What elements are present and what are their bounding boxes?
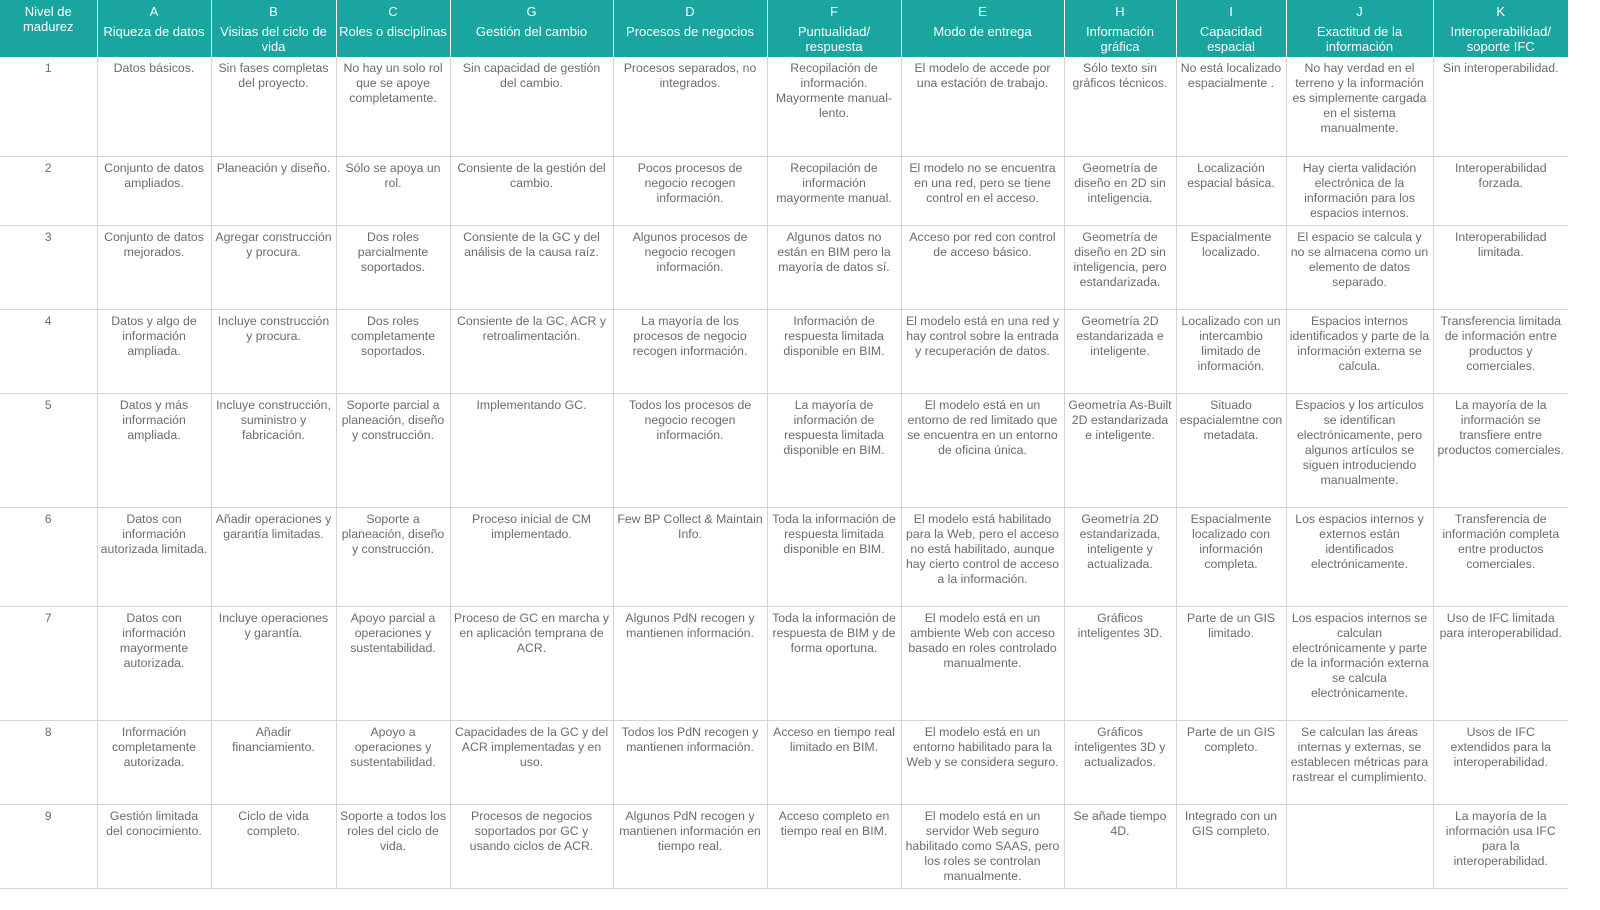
table-cell: Localizado con un intercambio limitado de información. [1176, 309, 1286, 393]
maturity-level-cell: 5 [0, 393, 97, 507]
table-cell: El modelo no se encuentra en una red, pero se tiene control en el acceso. [901, 156, 1064, 225]
table-cell: El modelo está en un ambiente Web con acceso basado en roles controlado manualmente. [901, 606, 1064, 720]
table-cell: Espacialmente localizado. [1176, 225, 1286, 309]
table-cell: Algunos PdN recogen y mantienen información en tiempo real. [613, 804, 767, 888]
header-label: Gestión del cambio [475, 24, 588, 39]
table-cell: Agregar construcción y procura. [211, 225, 336, 309]
header-column-b [211, 0, 336, 57]
table-cell: No está localizado espacialmente . [1176, 57, 1286, 156]
header-letter: B [269, 4, 278, 19]
table-cell: Usos de IFC extendidos para la interoperabilidad. [1433, 720, 1568, 804]
table-cell: Geometría de diseño en 2D sin inteligencia. [1064, 156, 1176, 225]
table-cell: Geometría 2D estandarizada, inteligente y actualizada. [1064, 507, 1176, 606]
table-cell: Recopilación de información. Mayormente manual-lento. [767, 57, 901, 156]
table-cell: Situado espacialemtne con metadata. [1176, 393, 1286, 507]
maturity-level-cell: 8 [0, 720, 97, 804]
header-letter: K [1496, 4, 1506, 19]
table-cell: Gráficos inteligentes 3D y actualizados. [1064, 720, 1176, 804]
table-cell: Algunos datos no están en BIM pero la mayoría de datos sí. [767, 225, 901, 309]
table-cell: No hay verdad en el terreno y la información es simplemente cargada en el sistema manualmente. [1286, 57, 1433, 156]
table-row [0, 57, 1568, 156]
table-cell: Sin fases completas del proyecto. [211, 57, 336, 156]
table-row [0, 393, 1568, 507]
table-cell: Datos con información autorizada limitada. [97, 507, 211, 606]
header-column-f [767, 0, 901, 57]
table-row [0, 156, 1568, 225]
table-row [0, 309, 1568, 393]
table-cell: Datos con información mayormente autorizada. [97, 606, 211, 720]
table-cell: El modelo está en una red y hay control sobre la entrada y recuperación de datos. [901, 309, 1064, 393]
table-cell: Interoperabilidad forzada. [1433, 156, 1568, 225]
header-letter: G [526, 4, 537, 19]
header-column-j [1286, 0, 1433, 57]
table-cell: Geometría 2D estandarizada e inteligente. [1064, 309, 1176, 393]
table-cell: Datos básicos. [97, 57, 211, 156]
table-cell: La mayoría de información de respuesta limitada disponible en BIM. [767, 393, 901, 507]
table-cell: Sin interoperabilidad. [1433, 57, 1568, 156]
header-label: Información gráfica [1086, 24, 1154, 54]
header-label: Capacidad espacial [1199, 24, 1263, 54]
table-cell: El espacio se calcula y no se almacena como un elemento de datos separado. [1286, 225, 1433, 309]
table-cell: Información completamente autorizada. [97, 720, 211, 804]
table-cell: Interoperabilidad limitada. [1433, 225, 1568, 309]
table-cell: Algunos procesos de negocio recogen información. [613, 225, 767, 309]
header-letter: E [978, 4, 987, 19]
table-cell: Sólo texto sin gráficos técnicos. [1064, 57, 1176, 156]
table-cell: Espacios y los artículos se identifican electrónicamente, pero algunos artículos se siguen introduciendo manualmente. [1286, 393, 1433, 507]
table-cell: Datos y más información ampliada. [97, 393, 211, 507]
table-cell: Espacios internos identificados y parte de la información externa se calcula. [1286, 309, 1433, 393]
table-cell: Sólo se apoya un rol. [336, 156, 450, 225]
table-cell: Acceso por red con control de acceso básico. [901, 225, 1064, 309]
table-cell: Planeación y diseño. [211, 156, 336, 225]
header-level [0, 0, 97, 57]
header-letter: A [149, 4, 159, 19]
table-cell: Acceso en tiempo real limitado en BIM. [767, 720, 901, 804]
header-letter: H [1115, 4, 1125, 19]
table-cell: El modelo está en un servidor Web seguro habilitado como SAAS, pero los roles se controlan manualmente. [901, 804, 1064, 888]
maturity-level-cell: 3 [0, 225, 97, 309]
table-cell: Incluye construcción, suministro y fabricación. [211, 393, 336, 507]
table-cell: Espacialmente localizado con información completa. [1176, 507, 1286, 606]
table-cell: Dos roles parcialmente soportados. [336, 225, 450, 309]
table-cell: Procesos separados, no integrados. [613, 57, 767, 156]
table-cell: Incluye operaciones y garantía. [211, 606, 336, 720]
table-cell: Localización espacial básica. [1176, 156, 1286, 225]
table-cell: Los espacios internos se calculan electrónicamente y parte de la información externa se calcula electrónicamente. [1286, 606, 1433, 720]
table-cell: Proceso de GC en marcha y en aplicación temprana de ACR. [450, 606, 613, 720]
table-row [0, 507, 1568, 606]
header-row [0, 0, 1568, 57]
table-cell: Todos los procesos de negocio recogen información. [613, 393, 767, 507]
header-letter: I [1229, 4, 1233, 19]
table-cell: Geometría As-Built 2D estandarizada e inteligente. [1064, 393, 1176, 507]
header-label: Interoperabilidad/ soporte IFC [1450, 24, 1551, 54]
table-row [0, 606, 1568, 720]
header-column-g [450, 0, 613, 57]
table-cell: Ciclo de vida completo. [211, 804, 336, 888]
table-cell [1286, 804, 1433, 888]
maturity-level-cell: 1 [0, 57, 97, 156]
header-label: Modo de entrega [933, 24, 1032, 39]
table-body [0, 57, 1568, 888]
table-cell: Pocos procesos de negocio recogen información. [613, 156, 767, 225]
header-column-a [97, 0, 211, 57]
maturity-level-cell: 7 [0, 606, 97, 720]
table-cell: Capacidades de la GC y del ACR implementadas y en uso. [450, 720, 613, 804]
table-cell: Few BP Collect & Maintain Info. [613, 507, 767, 606]
header-column-i [1176, 0, 1286, 57]
table-cell: Algunos PdN recogen y mantienen información. [613, 606, 767, 720]
header-label: Riqueza de datos [103, 24, 205, 39]
table-cell: Añadir financiamiento. [211, 720, 336, 804]
table-cell: El modelo está en un entorno de red limitado que se encuentra en un entorno de oficina única. [901, 393, 1064, 507]
table-cell: Proceso inicial de CM implementado. [450, 507, 613, 606]
header-column-c [336, 0, 450, 57]
maturity-level-cell: 6 [0, 507, 97, 606]
table-cell: Uso de IFC limitada para interoperabilidad. [1433, 606, 1568, 720]
table-cell: El modelo está en un entorno habilitado para la Web y se considera seguro. [901, 720, 1064, 804]
table-cell: La mayoría de los procesos de negocio recogen información. [613, 309, 767, 393]
maturity-level-cell: 9 [0, 804, 97, 888]
table-cell: Consiente de la GC, ACR y retroalimentación. [450, 309, 613, 393]
header-letter: D [685, 4, 695, 19]
table-cell: Implementando GC. [450, 393, 613, 507]
table-cell: Apoyo a operaciones y sustentabilidad. [336, 720, 450, 804]
table-cell: Parte de un GIS limitado. [1176, 606, 1286, 720]
header-letter: J [1356, 4, 1363, 19]
table-row [0, 720, 1568, 804]
table-cell: Información de respuesta limitada disponible en BIM. [767, 309, 901, 393]
table-cell: Añadir operaciones y garantía limitadas. [211, 507, 336, 606]
table-cell: Conjunto de datos ampliados. [97, 156, 211, 225]
header-column-h [1064, 0, 1176, 57]
header-letter: C [388, 4, 398, 19]
header-label: Exactitud de la información [1316, 24, 1403, 54]
table-cell: Soporte a todos los roles del ciclo de vida. [336, 804, 450, 888]
table-cell: Sin capacidad de gestión del cambio. [450, 57, 613, 156]
table-cell: El modelo de accede por una estación de trabajo. [901, 57, 1064, 156]
header-label: Roles o disciplinas [339, 24, 447, 39]
header-label: Puntualidad/ respuesta [797, 24, 871, 54]
header-column-d [613, 0, 767, 57]
header-letter: Nivel de madurez [22, 4, 74, 34]
table-cell: Incluye construcción y procura. [211, 309, 336, 393]
table-cell: Gráficos inteligentes 3D. [1064, 606, 1176, 720]
header-column-k [1433, 0, 1568, 57]
table-cell: Apoyo parcial a operaciones y sustentabilidad. [336, 606, 450, 720]
table-cell: Datos y algo de información ampliada. [97, 309, 211, 393]
maturity-level-cell: 4 [0, 309, 97, 393]
table-cell: Los espacios internos y externos están identificados electrónicamente. [1286, 507, 1433, 606]
table-cell: Integrado con un GIS completo. [1176, 804, 1286, 888]
table-cell: Soporte parcial a planeación, diseño y construcción. [336, 393, 450, 507]
table-cell: Acceso completo en tiempo real en BIM. [767, 804, 901, 888]
table-cell: Conjunto de datos mejorados. [97, 225, 211, 309]
table-cell: Soporte a planeación, diseño y construcción. [336, 507, 450, 606]
table-row [0, 225, 1568, 309]
table-cell: Se calculan las áreas internas y externas, se establecen métricas para rastrear el cumplimiento. [1286, 720, 1433, 804]
table-cell: Se añade tiempo 4D. [1064, 804, 1176, 888]
table-cell: Gestión limitada del conocimiento. [97, 804, 211, 888]
table-cell: Consiente de la gestión del cambio. [450, 156, 613, 225]
table-cell: Procesos de negocios soportados por GC y usando ciclos de ACR. [450, 804, 613, 888]
table-header [0, 0, 1568, 57]
header-letter: F [830, 4, 838, 19]
header-label: Procesos de negocios [626, 24, 754, 39]
table-cell: La mayoría de la información usa IFC para la interoperabilidad. [1433, 804, 1568, 888]
table-cell: Geometría de diseño en 2D sin inteligencia, pero estandarizada. [1064, 225, 1176, 309]
maturity-level-cell: 2 [0, 156, 97, 225]
table-cell: Recopilación de información mayormente manual. [767, 156, 901, 225]
table-cell: Parte de un GIS completo. [1176, 720, 1286, 804]
table-cell: El modelo está habilitado para la Web, pero el acceso no está habilitado, aunque hay cierto control de acceso a la información. [901, 507, 1064, 606]
table-row [0, 804, 1568, 888]
table-cell: Toda la información de respuesta limitada disponible en BIM. [767, 507, 901, 606]
header-label: Visitas del ciclo de vida [220, 24, 327, 54]
table-cell: Transferencia limitada de información entre productos y comerciales. [1433, 309, 1568, 393]
table-cell: La mayoría de la información se transfiere entre productos comerciales. [1433, 393, 1568, 507]
table-cell: No hay un solo rol que se apoye completamente. [336, 57, 450, 156]
table-cell: Dos roles completamente soportados. [336, 309, 450, 393]
table-cell: Consiente de la GC y del análisis de la causa raíz. [450, 225, 613, 309]
table-cell: Hay cierta validación electrónica de la información para los espacios internos. [1286, 156, 1433, 225]
table-cell: Todos los PdN recogen y mantienen información. [613, 720, 767, 804]
table-cell: Toda la información de respuesta de BIM y de forma oportuna. [767, 606, 901, 720]
header-column-e [901, 0, 1064, 57]
table-cell: Transferencia de información completa entre productos comerciales. [1433, 507, 1568, 606]
